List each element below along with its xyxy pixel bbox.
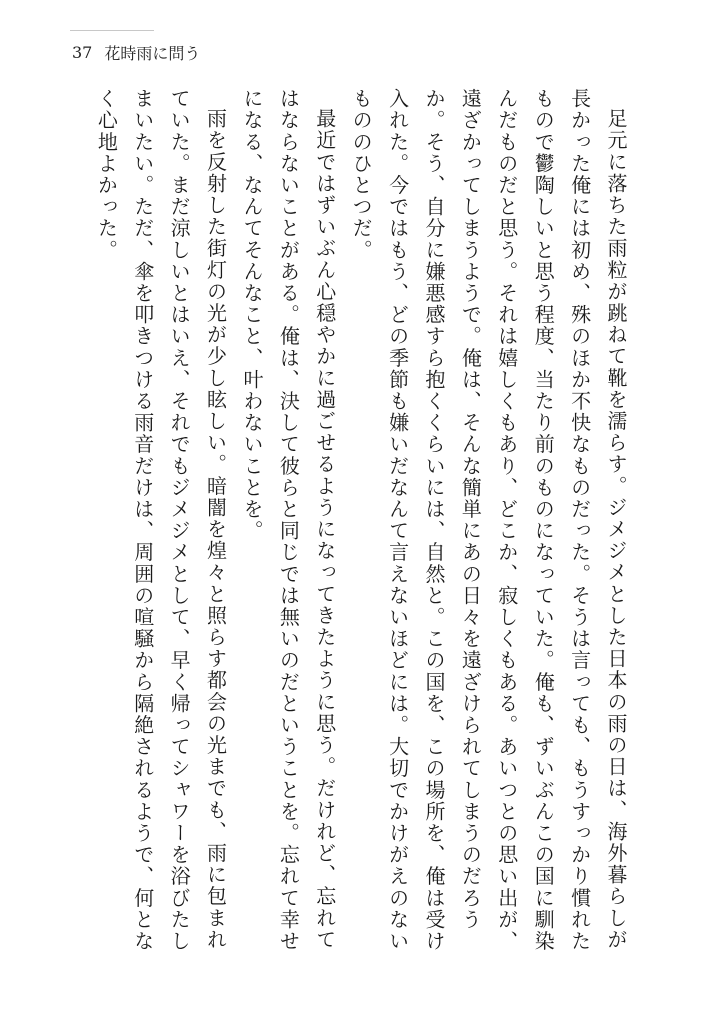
running-header — [72, 40, 200, 64]
paragraph-2: 最近ではずいぶん心穏やかに過ごせるようになってきたように思う。だけれど、忘れてはならないことがある。俺は、決して彼らと同じでは無いのだということを。忘れて幸せになる、なんてそんなこと、叶わないことを。 — [239, 88, 337, 952]
page-number: 37 — [72, 42, 93, 62]
chapter-title: 花時雨に問う — [104, 43, 201, 63]
paragraph-3: 雨を反射した街灯の光が少し眩しい。暗闇を煌々と照らす都会の光までも、雨に包まれていた。まだ涼しいとはいえ、それでもジメジメとして、早く帰ってシャワーを浴びたしまいたい。ただ、傘を叩きつける雨音だけは、周囲の喧騒から隔絶されるようで、何となく心地よかった。 — [94, 88, 228, 952]
paragraph-1: 足元に落ちた雨粒が跳ねて靴を濡らす。ジメジメとした日本の雨の日は、海外暮らしが長かった俺には初め、殊のほか不快なものだった。そうは言っても、もうすっかり慣れたもので鬱陶しいと思う程度、当たり前のものになっていた。俺も、ずいぶんこの国に馴染んだものだと思う。それは嬉しくもあり、どこか、寂しくもある。あいつとの思い出が、遠ざかってしまうようで。俺は、そんな簡単にあの日々を遠ざけられてしまうのだろうか。そう、自分に嫌悪感すら抱くくらいには、自然と。この国を、この場所を、俺は受け入れた。今ではもう、どの季節も嫌いだなんて言えないほどには。大切でかけがえのないもののひとつだ。 — [349, 88, 628, 952]
header-rule — [70, 30, 154, 31]
body-text — [88, 88, 634, 968]
